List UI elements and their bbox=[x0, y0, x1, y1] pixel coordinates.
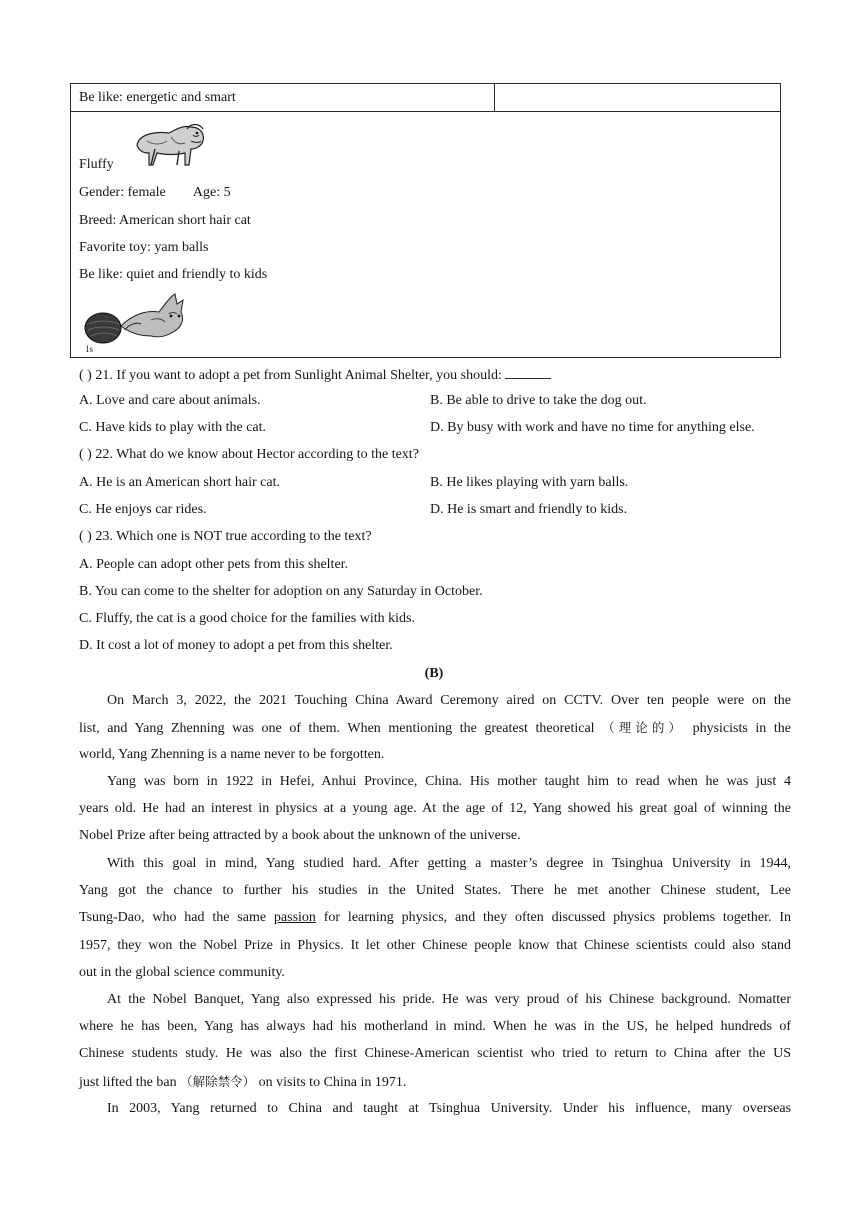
text-line: where he has been, Yang has always had his motherland in mind. When he was in the US, he helped hundreds of bbox=[79, 1019, 791, 1035]
pet-breed: Breed: American short hair cat bbox=[79, 213, 251, 228]
text-line: Tsung-Dao, who had the same passion for learning physics, and they often discussed physics problems together. In bbox=[79, 910, 791, 926]
option-23-b: B. You can come to the shelter for adoption on any Saturday in October. bbox=[79, 584, 483, 599]
option-22-b: B. He likes playing with yarn balls. bbox=[430, 475, 629, 490]
option-22-c: C. He enjoys car rides. bbox=[79, 502, 207, 517]
text-line: Nobel Prize after being attracted by a book about the unknown of the universe. bbox=[79, 828, 521, 844]
option-22-a: A. He is an American short hair cat. bbox=[79, 475, 280, 490]
option-23-c: C. Fluffy, the cat is a good choice for the families with kids. bbox=[79, 611, 415, 626]
pet-gender-age: Gender: female Age: 5 bbox=[79, 185, 231, 200]
paragraph-1 bbox=[79, 687, 791, 769]
bulldog-image bbox=[131, 119, 209, 171]
underlined-word: passion bbox=[273, 910, 316, 926]
paragraph-4 bbox=[79, 986, 791, 1095]
answer-blank[interactable] bbox=[505, 366, 551, 379]
cat-caption: 1s bbox=[85, 344, 94, 354]
pet-be-like: Be like: quiet and friendly to kids bbox=[79, 267, 268, 282]
pet-favorite-toy: Favorite toy: yam balls bbox=[79, 240, 209, 255]
paragraph-2 bbox=[79, 768, 791, 850]
option-21-c: C. Have kids to play with the cat. bbox=[79, 420, 267, 435]
section-heading: (B) bbox=[424, 666, 444, 681]
pet-name: Fluffy bbox=[79, 157, 114, 172]
text-line: Yang was born in 1922 in Hefei, Anhui Province, China. His mother taught him to read when he was just 4 bbox=[107, 774, 791, 789]
option-23-d: D. It cost a lot of money to adopt a pet from this shelter. bbox=[79, 638, 393, 653]
pet-info-table bbox=[70, 83, 781, 358]
text-line: 1957, they won the Nobel Prize in Physics. It let other Chinese people know that Chinese scientists could also stand bbox=[79, 937, 791, 953]
text-line: With this goal in mind, Yang studied hard. After getting a master’s degree in Tsinghua University in 1944, bbox=[107, 856, 791, 871]
text-line: out in the global science community. bbox=[79, 964, 285, 980]
paragraph-5 bbox=[79, 1095, 791, 1122]
option-21-d: D. By busy with work and have no time for anything else. bbox=[430, 420, 755, 435]
text-line: list, and Yang Zhenning was one of them. When mentioning the greatest theoretical （理论的） physicists in the bbox=[79, 720, 791, 737]
table-cell bbox=[71, 84, 495, 111]
option-22-d: D. He is smart and friendly to kids. bbox=[430, 502, 628, 517]
text-line: Yang got the chance to further his studies in the United States. There he met another Chinese student, Lee bbox=[79, 883, 791, 899]
question-21 bbox=[79, 366, 551, 384]
option-21-a: A. Love and care about animals. bbox=[79, 393, 261, 408]
text-line: just lifted the ban （解除禁令） on visits to China in 1971. bbox=[79, 1073, 407, 1090]
text-line: In 2003, Yang returned to China and taught at Tsinghua University. Under his influence, many overseas bbox=[107, 1101, 791, 1116]
paragraph-3 bbox=[79, 850, 791, 986]
cat-yarn-image bbox=[81, 290, 189, 354]
option-21-b: B. Be able to drive to take the dog out. bbox=[430, 393, 647, 408]
hector-be-like: Be like: energetic and smart bbox=[79, 90, 236, 105]
text-line: years old. He had an interest in physics at a young age. At the age of 12, Yang showed his great goal of winning the bbox=[79, 801, 791, 817]
text-line: Chinese students study. He was also the first Chinese-American scientist who tried to return to China after the US bbox=[79, 1046, 791, 1062]
question-23: ( ) 23. Which one is NOT true according to the text? bbox=[79, 529, 372, 544]
text-line: On March 3, 2022, the 2021 Touching China Award Ceremony aired on CCTV. Over ten people were on the bbox=[107, 693, 791, 708]
text-line: At the Nobel Banquet, Yang also expressed his pride. He was very proud of his Chinese background. Nomatter bbox=[107, 992, 791, 1007]
option-23-a: A. People can adopt other pets from this shelter. bbox=[79, 557, 349, 572]
text-line: world, Yang Zhenning is a name never to be forgotten. bbox=[79, 747, 385, 763]
table-row bbox=[71, 84, 780, 112]
question-text: ( ) 21. If you want to adopt a pet from Sunlight Animal Shelter, you should: bbox=[79, 368, 502, 383]
question-22: ( ) 22. What do we know about Hector according to the text? bbox=[79, 447, 419, 462]
